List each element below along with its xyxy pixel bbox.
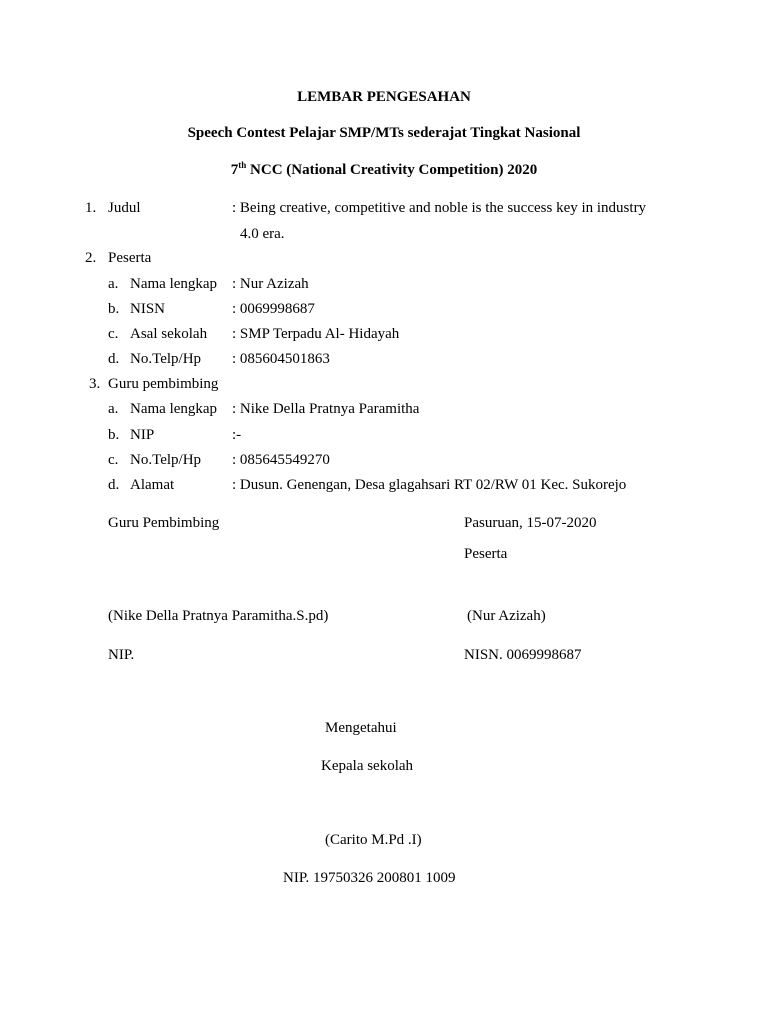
guru-item-label: Nama lengkap [130, 401, 218, 417]
event-heading [0, 160, 768, 178]
section-number-peserta: 2. [85, 250, 97, 266]
event-name: NCC (National Creativity Competition) 2020 [250, 162, 538, 178]
signature-right-id: NISN. 0069998687 [464, 647, 582, 663]
peserta-item-label: Asal sekolah [130, 326, 208, 342]
guru-item-value: :- [232, 427, 242, 443]
approval-label: Mengetahui [325, 720, 397, 736]
event-superscript: th [238, 160, 247, 170]
signature-left-id: NIP. [108, 647, 135, 663]
peserta-item-label: Nama lengkap [130, 276, 218, 292]
section-label-guru: Guru pembimbing [108, 376, 219, 392]
section-number-judul: 1. [85, 200, 97, 216]
peserta-item-value: : 0069998687 [232, 301, 315, 317]
peserta-item-value: : SMP Terpadu Al- Hidayah [232, 326, 400, 342]
peserta-item-letter: c. [108, 326, 119, 342]
signature-right-name: (Nur Azizah) [467, 608, 546, 624]
guru-item-letter: d. [108, 477, 120, 493]
document-title: LEMBAR PENGESAHAN [297, 89, 471, 105]
judul-value-line2: 4.0 era. [240, 226, 285, 242]
peserta-item-letter: a. [108, 276, 119, 292]
guru-item-value: : 085645549270 [232, 452, 330, 468]
approval-name: (Carito M.Pd .I) [325, 832, 422, 848]
peserta-item-letter: b. [108, 301, 120, 317]
signature-right-role: Peserta [464, 546, 508, 562]
guru-item-value: : Dusun. Genengan, Desa glagahsari RT 02/RW 01 Kec. Sukorejo [232, 477, 627, 493]
peserta-item-value: : Nur Azizah [232, 276, 309, 292]
signature-left-name: (Nike Della Pratnya Paramitha.S.pd) [108, 608, 329, 624]
guru-item-label: No.Telp/Hp [130, 452, 202, 468]
signature-left-role: Guru Pembimbing [108, 515, 220, 531]
guru-item-letter: a. [108, 401, 119, 417]
guru-item-letter: b. [108, 427, 120, 443]
section-label-peserta: Peserta [108, 250, 152, 266]
peserta-item-label: NISN [130, 301, 166, 317]
section-label-judul: Judul [108, 200, 141, 216]
approval-role: Kepala sekolah [321, 758, 414, 774]
peserta-item-label: No.Telp/Hp [130, 351, 202, 367]
event-number: 7 [230, 162, 239, 178]
guru-item-label: NIP [130, 427, 155, 443]
peserta-item-value: : 085604501863 [232, 351, 330, 367]
peserta-item-letter: d. [108, 351, 120, 367]
guru-item-label: Alamat [130, 477, 175, 493]
approval-id: NIP. 19750326 200801 1009 [283, 870, 456, 886]
judul-value-line1: : Being creative, competitive and noble is the success key in industry [232, 200, 647, 216]
guru-item-value: : Nike Della Pratnya Paramitha [232, 401, 420, 417]
section-number-guru: 3. [89, 376, 101, 392]
signature-place-date: Pasuruan, 15-07-2020 [464, 515, 597, 531]
document-subtitle: Speech Contest Pelajar SMP/MTs sederajat Tingkat Nasional [187, 125, 581, 141]
guru-item-letter: c. [108, 452, 119, 468]
